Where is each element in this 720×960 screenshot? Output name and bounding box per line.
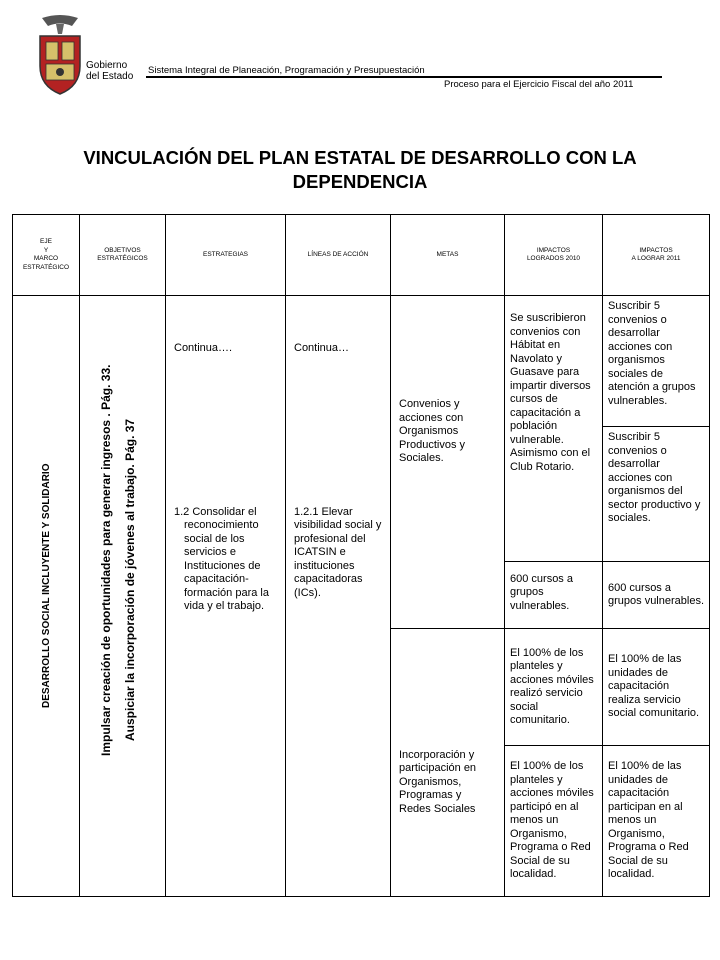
page-title <box>20 146 700 194</box>
col-estrategias: ESTRATEGIAS <box>166 215 286 296</box>
logrado-2: 600 cursos a grupos vulnerables. <box>510 572 573 612</box>
process-label: Proceso para el Ejercicio Fiscal del año 2011 <box>444 79 634 90</box>
col-lograr-1: IMPACTOS <box>639 246 673 254</box>
col-impactos-logrados <box>505 215 603 296</box>
meta-2-cell <box>391 629 505 897</box>
lograr-4: El 100% de las unidades de capacitación realiza servicio social comunitario. <box>608 653 700 720</box>
header-row <box>13 215 710 296</box>
state-seal-logo <box>36 14 84 96</box>
lineas-cell <box>286 296 391 897</box>
logrado-3-cell <box>505 629 603 746</box>
logrado-2-cell <box>505 562 603 629</box>
meta-1-cell <box>391 296 505 629</box>
meta-2: Incorporación y participación en Organismos, Programas y Redes Sociales <box>399 748 477 815</box>
lograr-5-cell <box>603 746 710 897</box>
header-rule <box>146 76 662 78</box>
table-row <box>13 296 710 427</box>
gobierno-label <box>86 60 133 82</box>
objetivos-cell <box>80 296 166 897</box>
system-name: Sistema Integral de Planeación, Programación y Presupuestación <box>148 65 425 76</box>
col-lineas: LÍNEAS DE ACCIÓN <box>286 215 391 296</box>
col-impactos-lograr <box>603 215 710 296</box>
estrategias-cell <box>166 296 286 897</box>
title-line-2: DEPENDENCIA <box>292 171 428 192</box>
col-lograr-2: A LOGRAR 2011 <box>631 255 681 262</box>
col-logrados-2: LOGRADOS 2010 <box>526 255 581 262</box>
title-line-1: VINCULACIÓN DEL PLAN ESTATAL DE DESARROLLO CON LA <box>83 147 637 168</box>
col-eje-4: ESTRATÉGICO <box>22 263 70 271</box>
col-objetivos-1: OBJETIVOS <box>104 246 141 254</box>
logrado-4: El 100% de los planteles y acciones móviles participó en al menos un Organismo, Programa o Red Social de su localidad. <box>510 760 594 881</box>
col-logrados-1: IMPACTOS <box>536 246 571 254</box>
logrado-4-cell <box>505 746 603 897</box>
logrado-3: El 100% de los planteles y acciones móviles realizó servicio social comunitario. <box>510 646 594 726</box>
lograr-3-cell <box>603 562 710 629</box>
eje-cell <box>13 296 80 897</box>
logrado-1: Se suscribieron convenios con Hábitat en Navolato y Guasave para impartir diversos cursos de capacitación a población vulnerable. Asimismo con el Club Rotario. <box>510 312 591 473</box>
col-metas: METAS <box>391 215 505 296</box>
objetivo-1: Impulsar creación de oportunidades para generar ingresos . Pág. 33. <box>99 364 113 756</box>
lograr-3: 600 cursos a grupos vulnerables. <box>608 581 705 607</box>
gobierno-line-2: del Estado <box>86 71 134 82</box>
objetivo-2: Auspiciar la incorporación de jóvenes al trabajo. Pág. 37 <box>123 418 137 741</box>
lograr-2: Suscribir 5 convenios o desarrollar acciones con organismos del sector productivo y sociales. <box>608 431 701 524</box>
lograr-2-cell <box>603 427 710 562</box>
estrategia-continua: Continua…. <box>174 342 233 354</box>
lograr-1-cell <box>603 296 710 427</box>
lograr-5: El 100% de las unidades de capacitación participan en al menos un Organismo, Programa o Red Social de su localidad. <box>608 760 689 881</box>
vinculacion-table <box>12 214 710 897</box>
col-eje-2: Y <box>43 246 49 254</box>
col-eje <box>13 215 80 296</box>
logrado-1-cell <box>505 296 603 562</box>
eje-text: DESARROLLO SOCIAL INCLUYENTE Y SOLIDARIO <box>41 463 52 708</box>
col-eje-3: MARCO <box>33 255 59 262</box>
lograr-4-cell <box>603 629 710 746</box>
gobierno-line-1: Gobierno <box>86 60 128 71</box>
lograr-1: Suscribir 5 convenios o desarrollar acciones con organismos sociales de atención a grupos vulnerables. <box>608 300 696 407</box>
linea-continua: Continua… <box>294 342 350 354</box>
meta-1: Convenios y acciones con Organismos Productivos y Sociales. <box>399 398 466 465</box>
linea-text: 1.2.1 Elevar visibilidad social y profesional del ICATSIN e instituciones capacitadoras (ICs). <box>294 505 382 599</box>
col-eje-1: EJE <box>40 238 52 245</box>
estrategia-text: 1.2 Consolidar el reconocimiento social de los servicios e Instituciones de capacitación-formación para la vida y el trabajo. <box>174 505 269 612</box>
col-objetivos-2: ESTRATÉGICOS <box>97 255 148 262</box>
col-objetivos <box>80 215 166 296</box>
